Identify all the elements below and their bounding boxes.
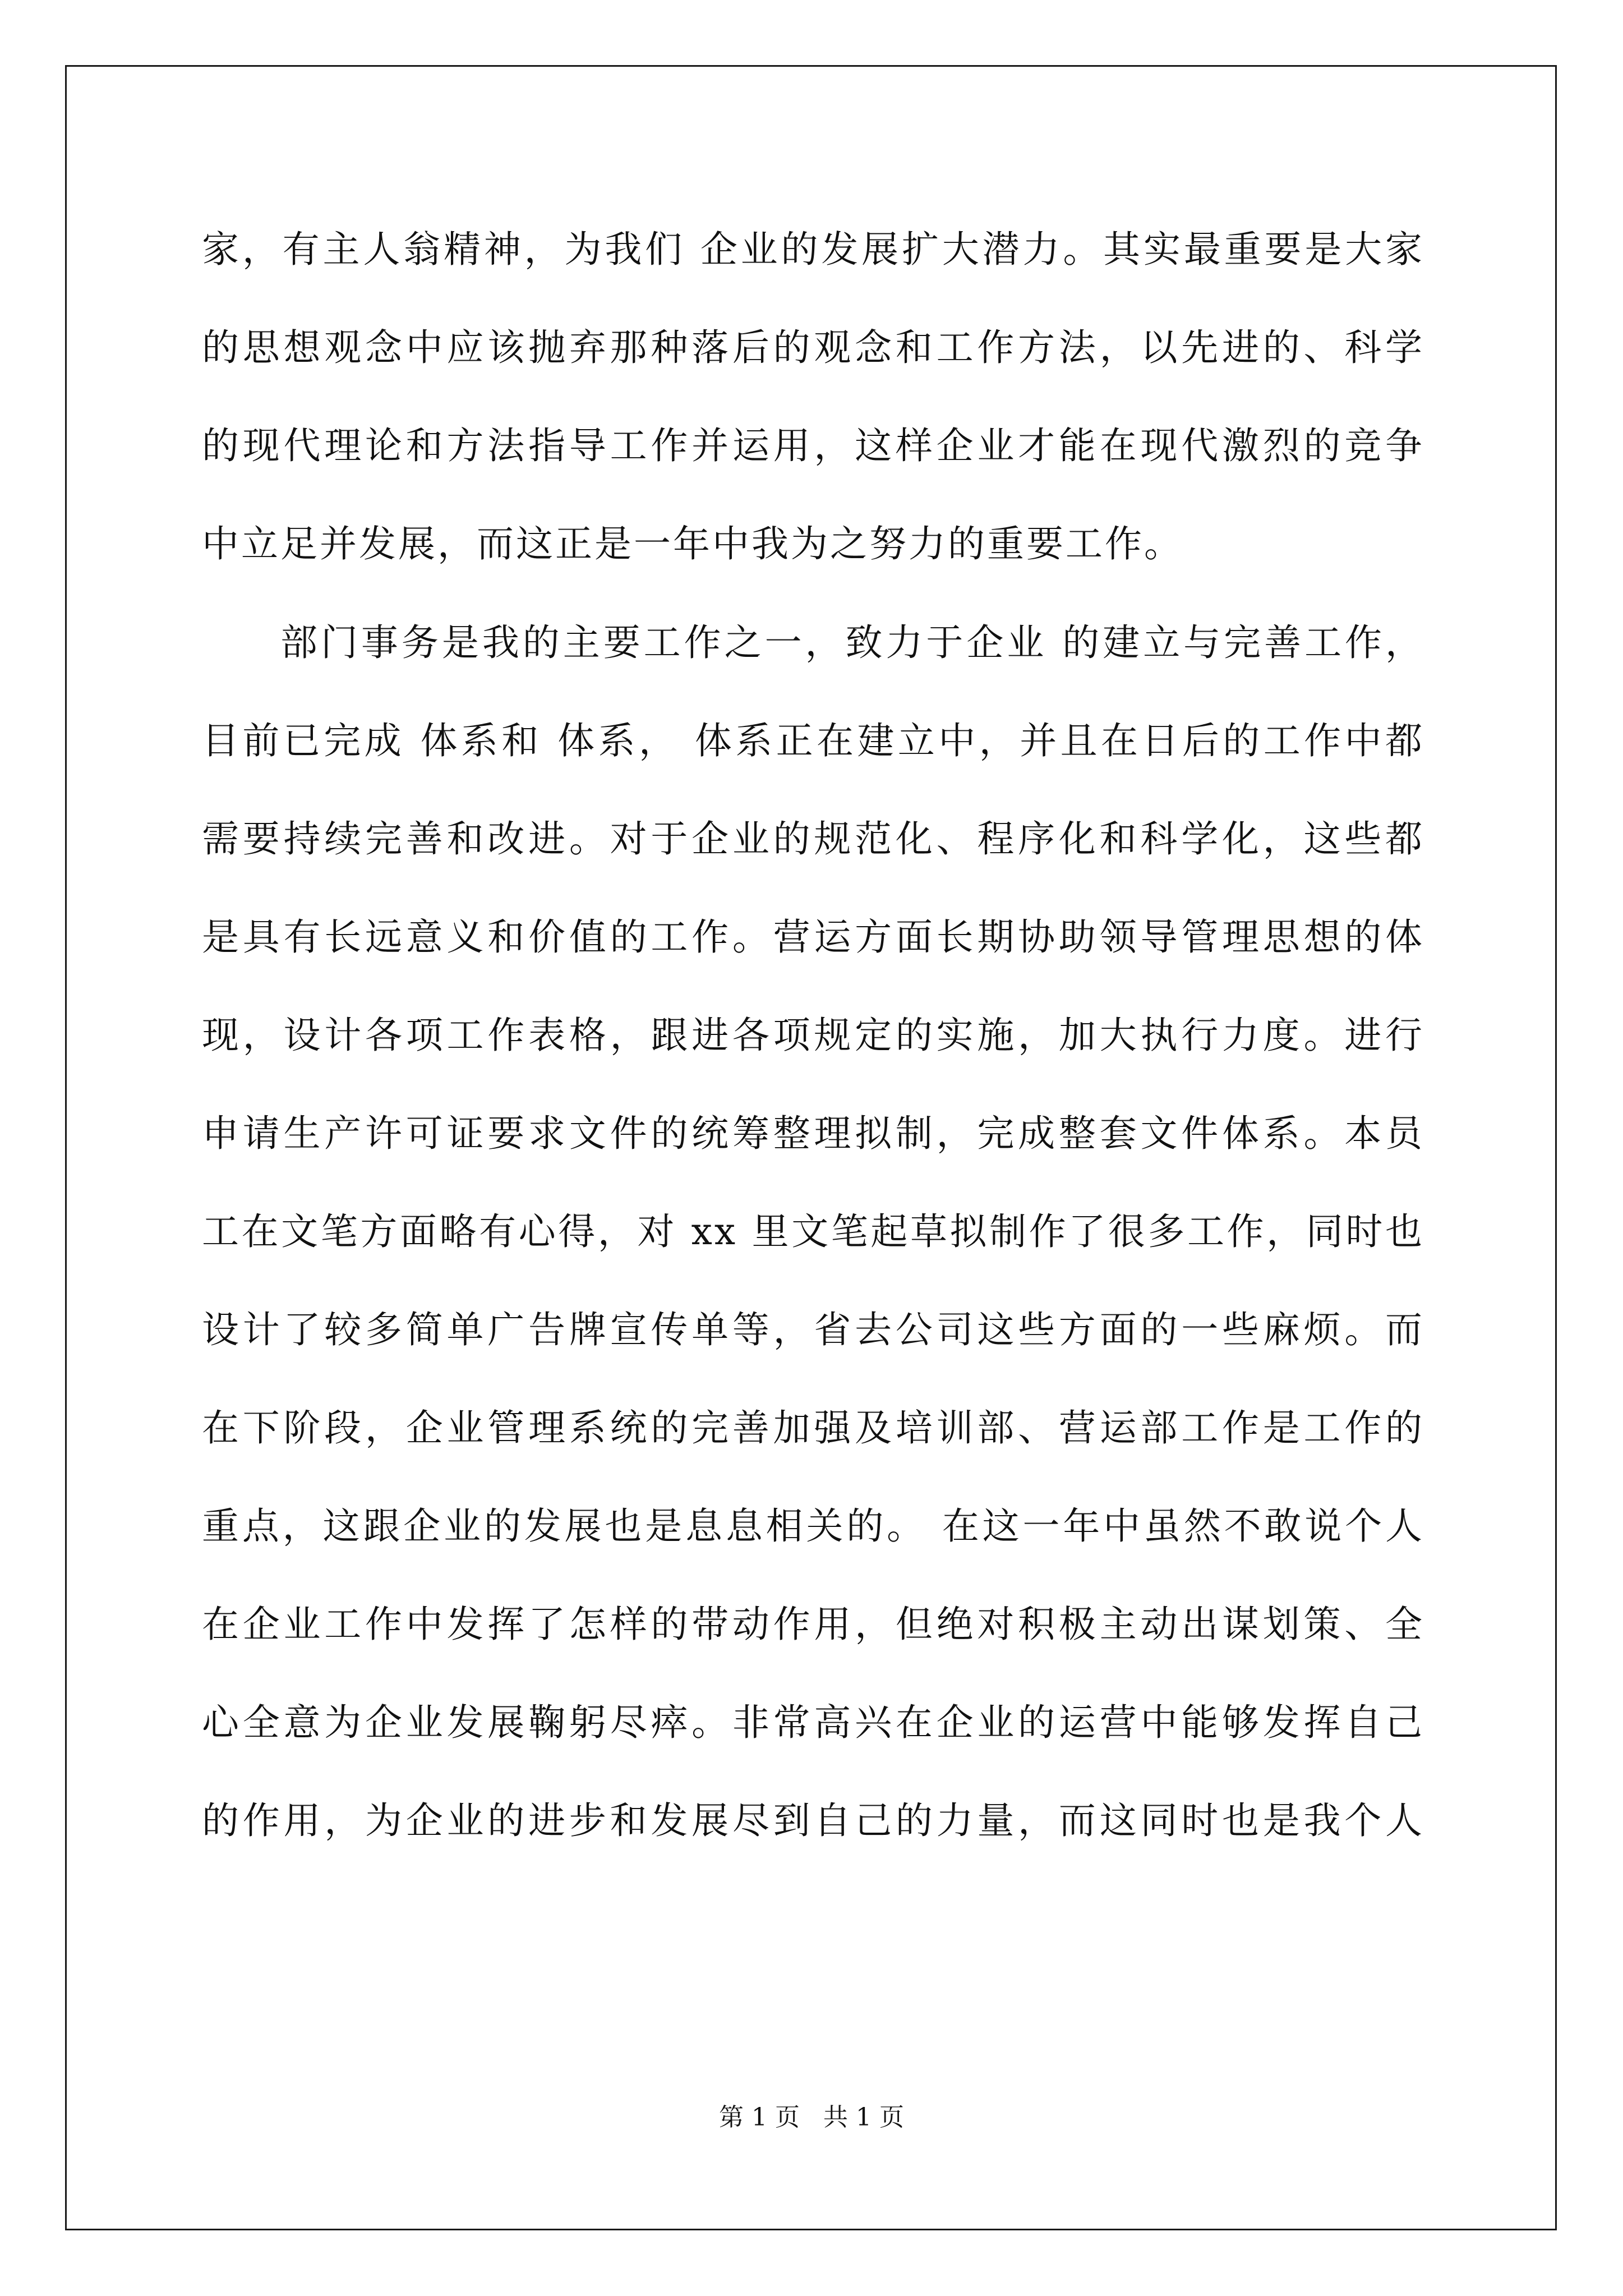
text-line-15: 在企业工作中发挥了怎样的带动作用，但绝对积极主动出谋划策、全 <box>202 1603 1424 1646</box>
text-line-13: 在下阶段，企业管理系统的完善加强及培训部、营运部工作是工作的 <box>202 1406 1424 1450</box>
text-line-8: 是具有长远意义和价值的工作。营运方面长期协助领导管理思想的体 <box>202 915 1424 959</box>
text-line-2: 的思想观念中应该抛弃那种落后的观念和工作方法，以先进的、科学 <box>202 326 1424 369</box>
text-line-10: 申请生产许可证要求文件的统筹整理拟制，完成整套文件体系。本员 <box>202 1112 1424 1155</box>
text-line-5: 部门事务是我的主要工作之一，致力于企业 的建立与完善工作， <box>280 621 1424 664</box>
text-line-12: 设计了较多简单广告牌宣传单等，省去公司这些方面的一些麻烦。而 <box>202 1308 1424 1351</box>
text-line-9: 现，设计各项工作表格，跟进各项规定的实施，加大执行力度。进行 <box>202 1014 1424 1057</box>
text-line-16: 心全意为企业发展鞠躬尽瘁。非常高兴在企业的运营中能够发挥自己 <box>202 1701 1424 1744</box>
text-line-3: 的现代理论和方法指导工作并运用，这样企业才能在现代激烈的竞争 <box>202 424 1424 467</box>
text-line-6: 目前已完成 体系和 体系， 体系正在建立中，并且在日后的工作中都 <box>202 719 1424 762</box>
text-line-7: 需要持续完善和改进。对于企业的规范化、程序化和科学化，这些都 <box>202 817 1424 861</box>
page-number-footer: 第 1 页 共 1 页 <box>719 2103 904 2132</box>
text-line-14: 重点，这跟企业的发展也是息息相关的。 在这一年中虽然不敢说个人 <box>202 1504 1424 1548</box>
text-line-1: 家，有主人翁精神，为我们 企业的发展扩大潜力。其实最重要是大家 <box>202 228 1424 271</box>
text-line-4: 中立足并发展，而这正是一年中我为之努力的重要工作。 <box>202 522 1183 565</box>
text-line-11: 工在文笔方面略有心得，对 xx 里文笔起草拟制作了很多工作，同时也 <box>202 1210 1424 1253</box>
text-line-17: 的作用，为企业的进步和发展尽到自己的力量，而这同时也是我个人 <box>202 1799 1424 1842</box>
